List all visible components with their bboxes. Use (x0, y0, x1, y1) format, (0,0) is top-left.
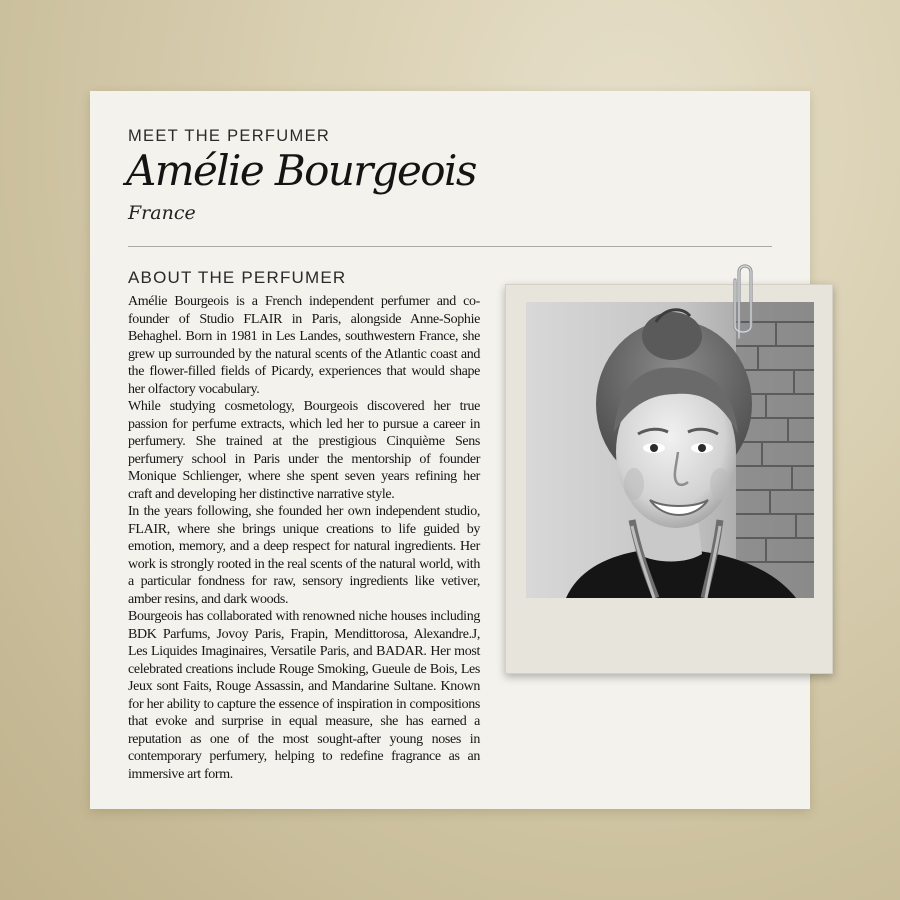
bio-paragraph: Amélie Bourgeois is a French independent perfumer and co-founder of Studio FLAIR in Paris, alongside Anne-Sophie Behaghel. Born in 1981 in Les Landes, southwestern France, she grew up surrounded by the natural scents of the Atlantic coast and the flower-filled fields of Picardy, experiences that would shape her olfactory vocabulary. (128, 294, 480, 397)
bio-paragraph: While studying cosmetology, Bourgeois discovered her true passion for perfume extracts, which led her to pursue a career in perfumery. She trained at the prestigious Cinquième Sens perfumery school in Paris under the mentorship of founder Monique Schlienger, where she spent seven years refining her craft and developing her distinctive narrative style. (128, 399, 480, 502)
bio-paragraph: Bourgeois has collaborated with renowned niche houses including BDK Parfums, Jovoy Paris, Frapin, Mendittorosa, Alexandre.J, Les Liquides Imaginaires, Versatile Paris, and BADAR. Her most celebrated creations include Rouge Smoking, Gueule de Bois, Les Jeux sont Faits, Rouge Assassin, and Mandarine Sultane. Known for her ability to capture the essence of inspiration in compositions that evoke and surprise in equal measure, she has earned a reputation as one of the most sought-after young noses in contemporary perfumery, helping to redefine fragrance as an immersive art form. (128, 609, 480, 782)
perfumer-name: Amélie Bourgeois (126, 146, 476, 195)
bio-text (128, 293, 480, 783)
perfumer-country: France (128, 202, 196, 224)
polaroid-frame (505, 284, 833, 674)
about-heading: ABOUT THE PERFUMER (128, 268, 347, 287)
bio-paragraph: In the years following, she founded her own independent studio, FLAIR, where she brings unique creations to life guided by emotion, memory, and a deep respect for natural ingredients. Her work is strongly rooted in the real scents of the natural world, with a particular fondness for raw, sensory ingredients like vetiver, amber resins, and dark woods. (128, 504, 480, 607)
perfumer-portrait-photo (526, 302, 814, 598)
paperclip-icon (727, 256, 761, 348)
divider (128, 246, 772, 247)
eyebrow-label: MEET THE PERFUMER (128, 127, 331, 145)
